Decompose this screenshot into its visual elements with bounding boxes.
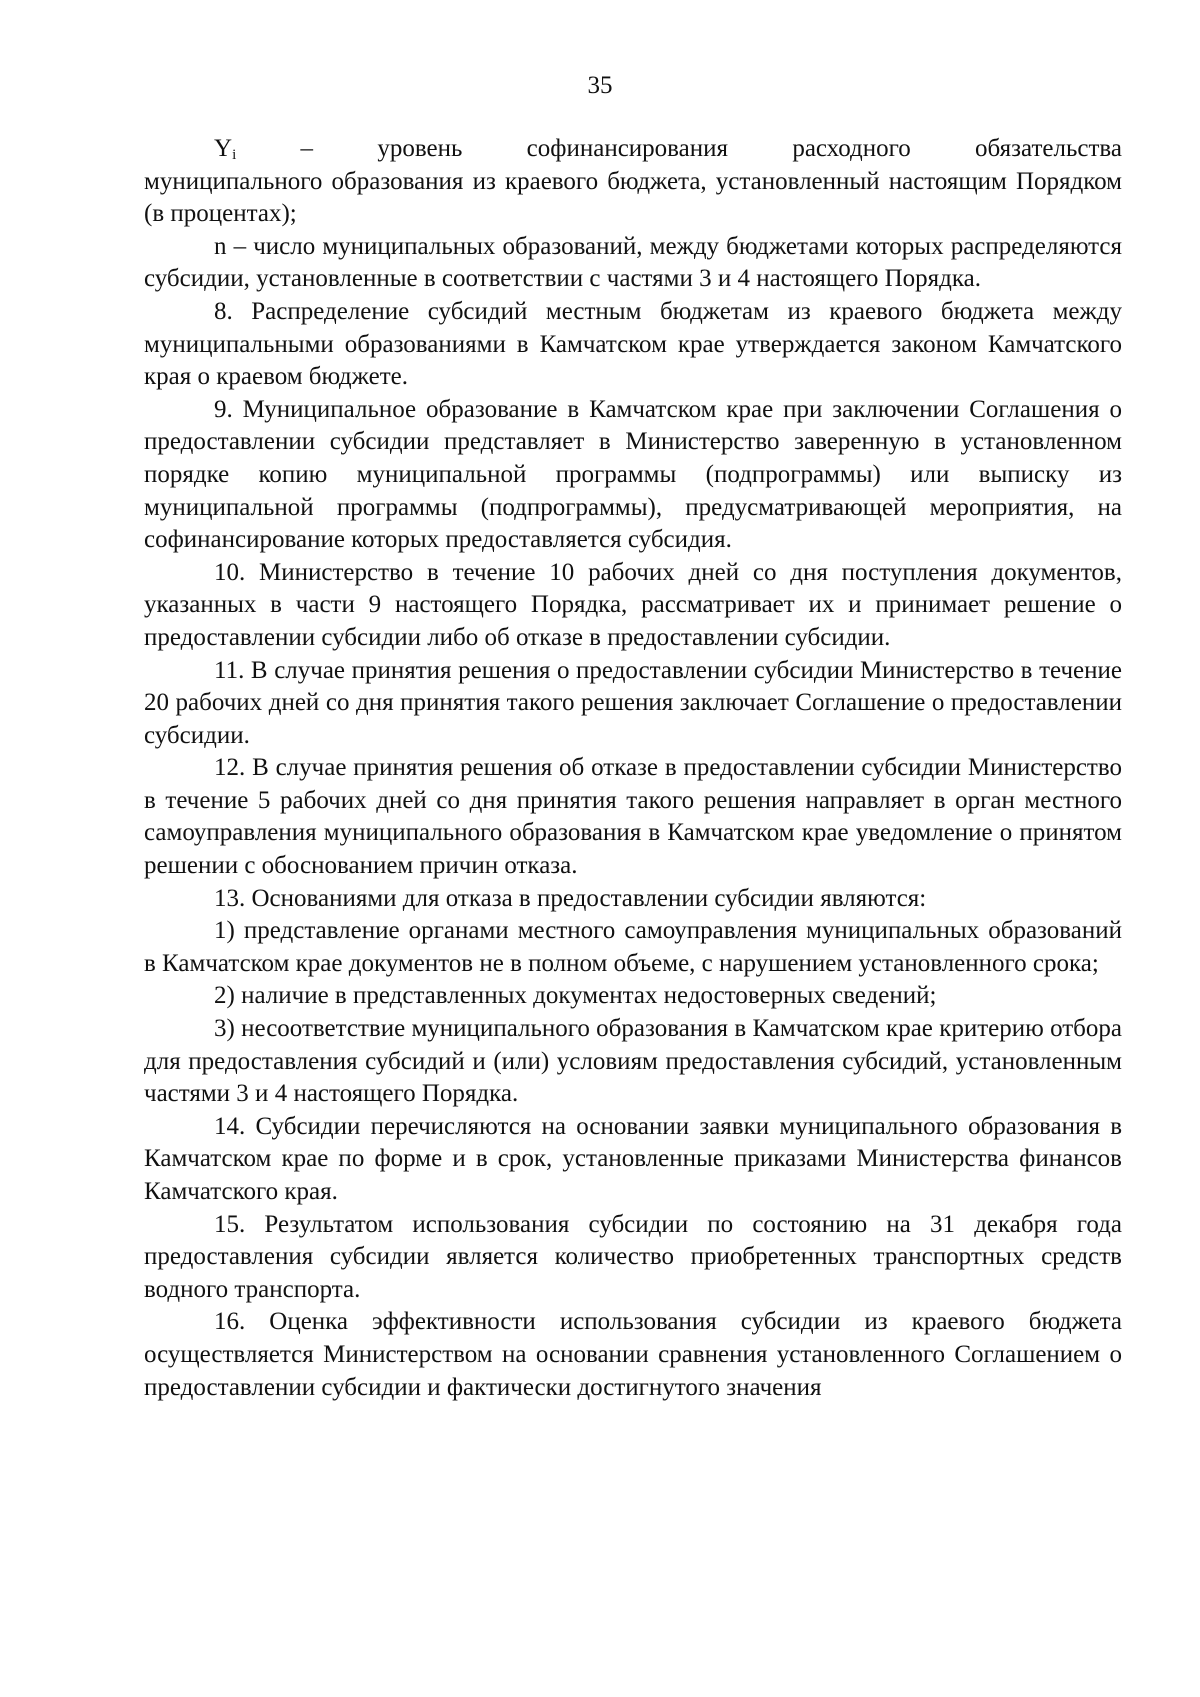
- yi-word: софинансирования: [526, 135, 729, 162]
- clause-13-item-3: 3) несоответствие муниципального образования в Камчатском крае критерию отбора для предоставления субсидий и (или) условиям предоставления субсидий, установленным частями 3 и 4 настоящего Порядка.: [144, 1015, 1122, 1108]
- clause-10-paragraph: 10. Министерство в течение 10 рабочих дней со дня поступления документов, указанных в части 9 настоящего Порядка, рассматривает их и принимает решение о предоставлении субсидии либо об отказе в предоставлении субсидии.: [144, 558, 1122, 651]
- yi-symbol: $Y_i$: [214, 135, 237, 163]
- clause-13-item-1: 1) представление органами местного самоуправления муниципальных образований в Камчатском крае документов не в полном объеме, с нарушением установленного срока;: [144, 917, 1122, 977]
- yi-definition-continuation: муниципального образования из краевого бюджета, установленный настоящим Порядком (в процентах);: [144, 167, 1122, 228]
- yi-word: –: [300, 135, 314, 162]
- clause-12-paragraph: 12. В случае принятия решения об отказе в предоставлении субсидии Министерство в течение 5 рабочих дней со дня принятия такого решения направляет в орган местного самоуправления муниципального образования в Камчатском крае уведомление о принятом решении с обоснованием причин отказа.: [144, 754, 1122, 880]
- yi-word: расходного: [792, 135, 911, 162]
- clause-14-paragraph: 14. Субсидии перечисляются на основании заявки муниципального образования в Камчатском крае по форме и в срок, установленные приказами Министерства финансов Камчатского края.: [144, 1112, 1122, 1205]
- yi-word: уровень: [377, 135, 463, 162]
- clause-15-paragraph: 15. Результатом использования субсидии по состоянию на 31 декабря года предоставления субсидии является количество приобретенных транспортных средств водного транспорта.: [144, 1210, 1122, 1303]
- clause-8-paragraph: 8. Распределение субсидий местным бюджетам из краевого бюджета между муниципальными образованиями в Камчатском крае утверждается законом Камчатского края о краевом бюджете.: [144, 297, 1122, 391]
- n-definition-paragraph: n – число муниципальных образований, между бюджетами которых распределяются субсидии, установленные в соответствии с частями 3 и 4 настоящего Порядка.: [144, 232, 1122, 293]
- clause-13-item-2: 2) наличие в представленных документах недостоверных сведений;: [214, 982, 937, 1010]
- document-body: [144, 133, 1122, 1404]
- yi-definition-line: [144, 133, 1122, 166]
- clause-9-paragraph: 9. Муниципальное образование в Камчатском крае при заключении Соглашения о предоставлении субсидии представляет в Министерство заверенную в установленном порядке копию муниципальной программы (подпрограммы) или выписку из муниципальной программы (подпрограммы), предусматривающей мероприятия, на софинансирование которых предоставляется субсидия.: [144, 395, 1122, 554]
- page-number: 35: [587, 72, 613, 99]
- yi-word: обязательства: [975, 135, 1122, 162]
- clause-13-paragraph: 13. Основаниями для отказа в предоставлении субсидии являются:: [214, 884, 927, 912]
- clause-11-paragraph: 11. В случае принятия решения о предоставлении субсидии Министерство в течение 20 рабочих дней со дня принятия такого решения заключает Соглашение о предоставлении субсидии.: [144, 656, 1122, 749]
- clause-16-paragraph: 16. Оценка эффективности использования субсидии из краевого бюджета осуществляется Министерством на основании сравнения установленного Соглашением о предоставлении субсидии и фактически достигнутого значения: [144, 1308, 1122, 1401]
